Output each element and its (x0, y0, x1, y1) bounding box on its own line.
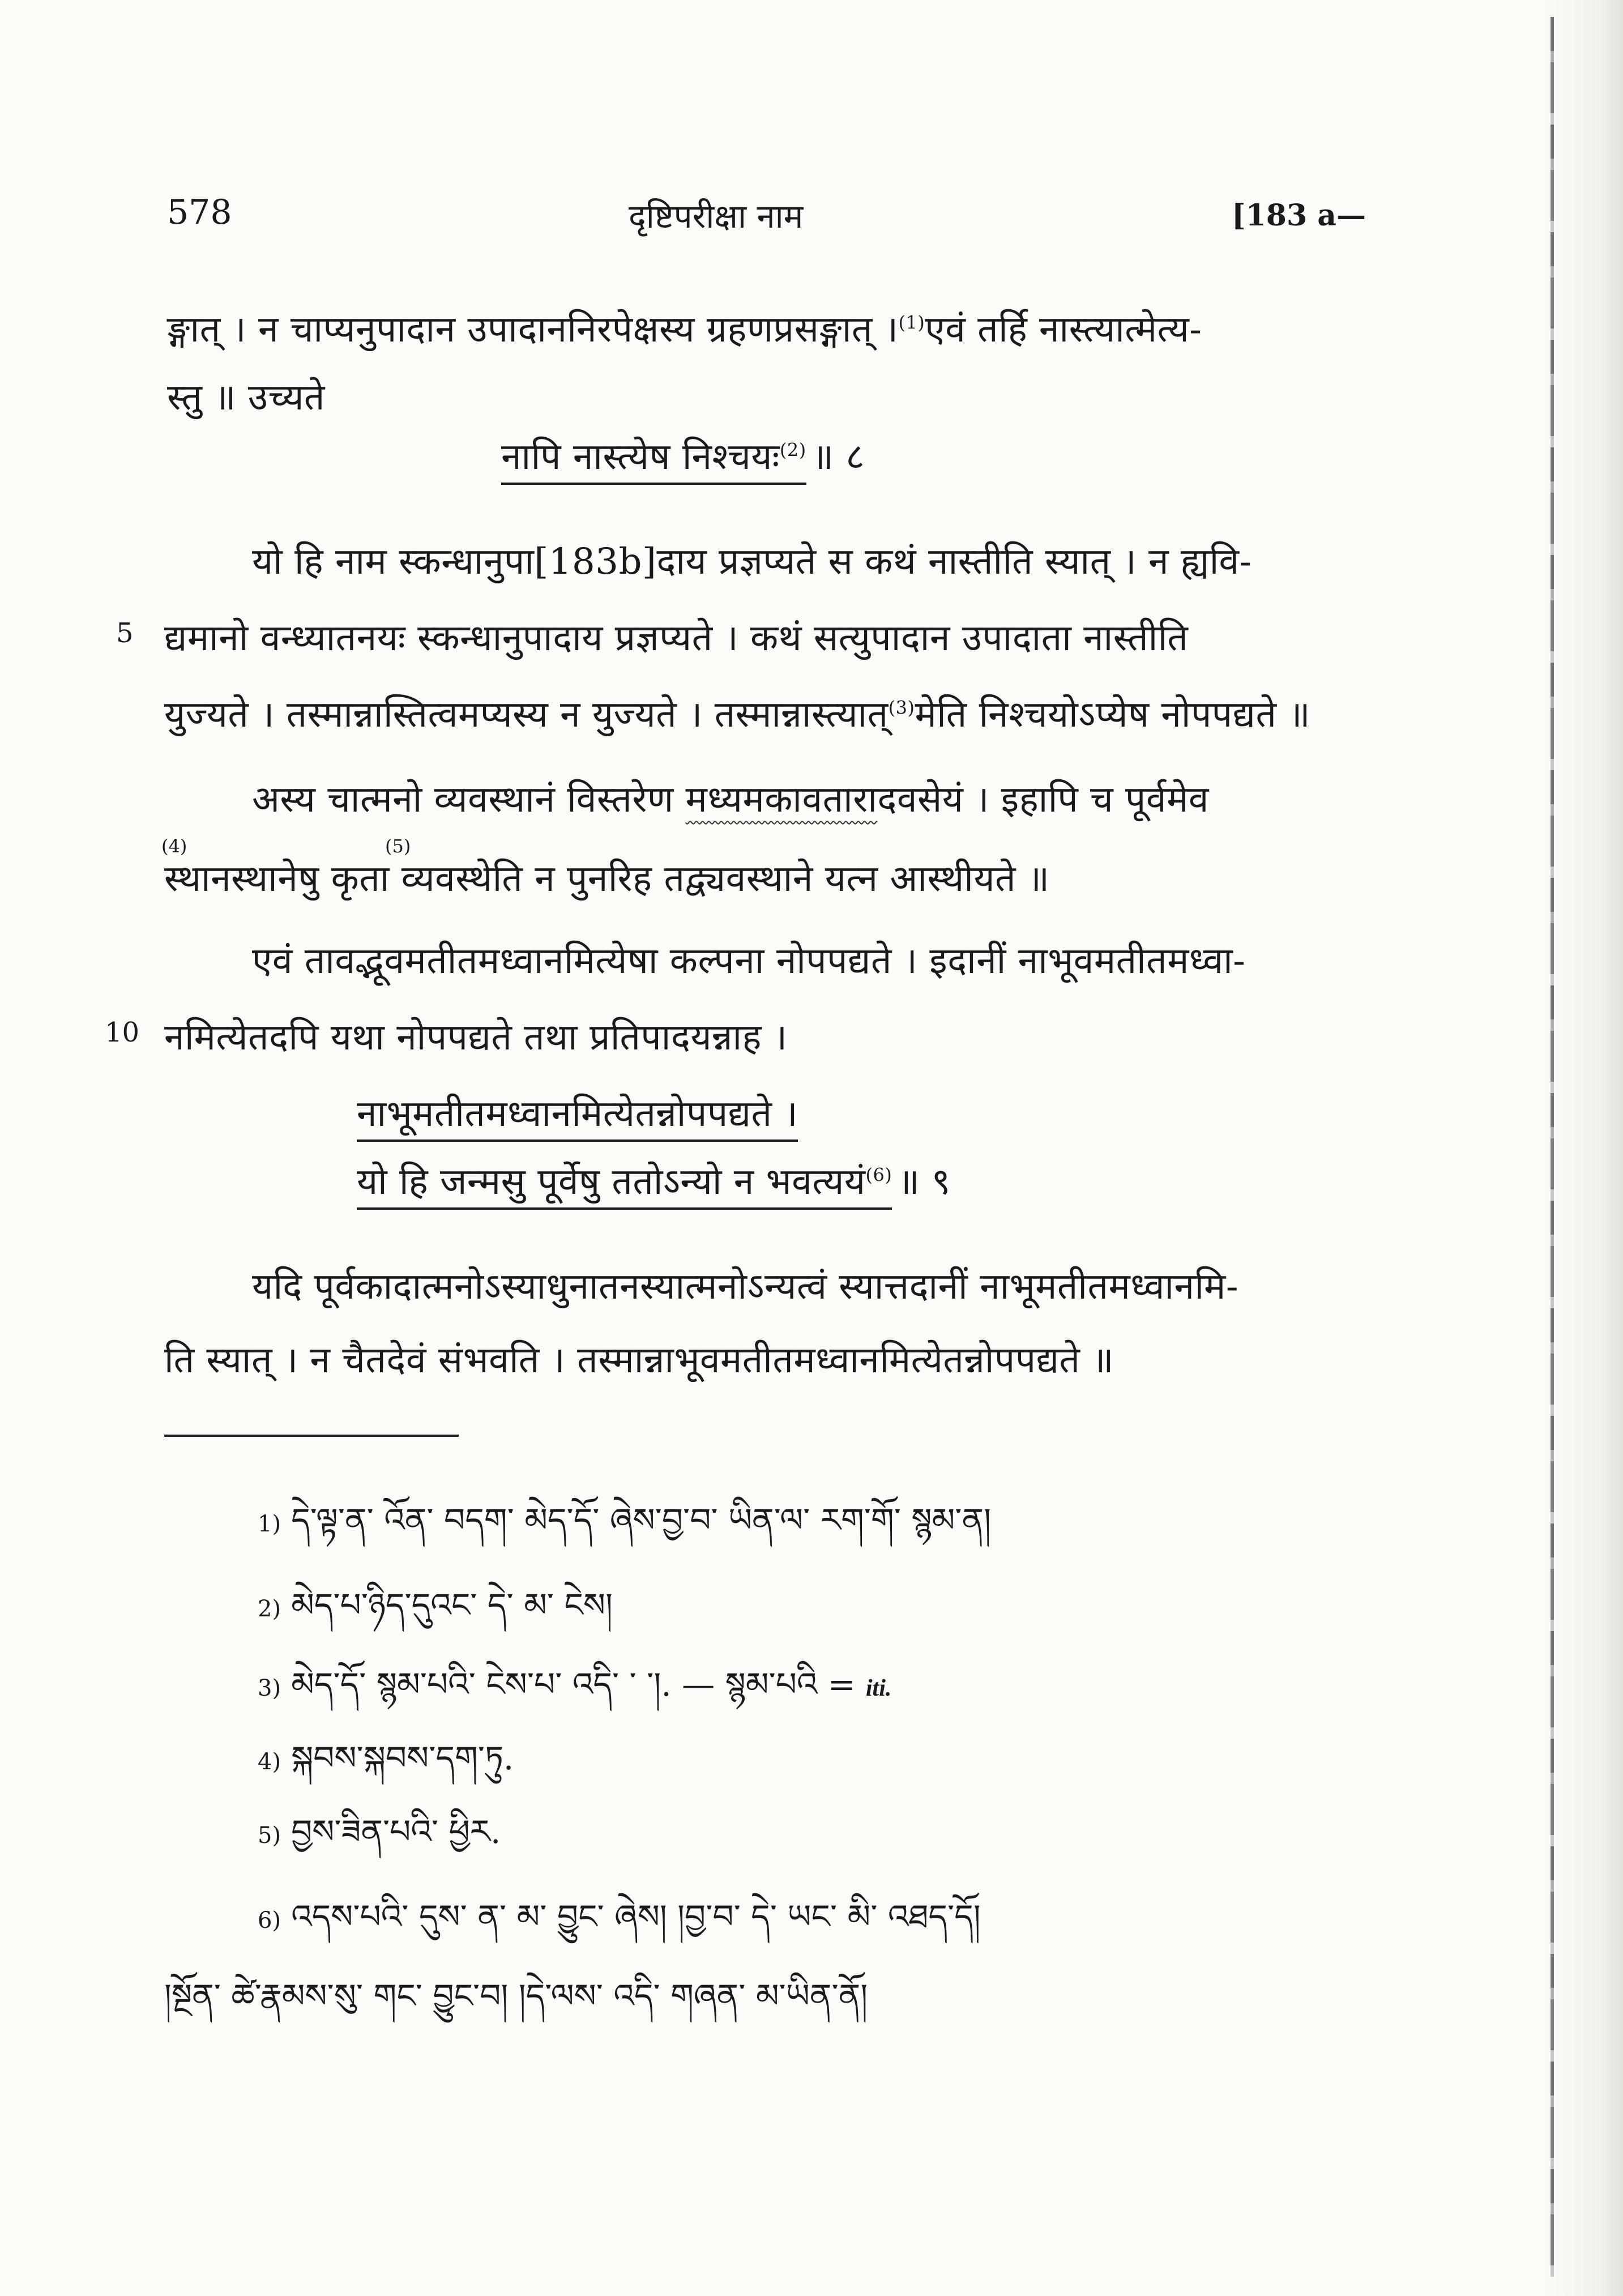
footnote-6 (258, 1880, 981, 1973)
footnote-1-number: 1) (258, 1511, 281, 1537)
para2-line2-a: स्थानस्थानेषु (164, 858, 331, 900)
line-number-5: 5 (116, 617, 134, 649)
footnote-4-number: 4) (258, 1749, 281, 1775)
wavy-underlined-title: मध्यमकावतारा (685, 779, 878, 821)
footnote-1 (258, 1484, 991, 1576)
running-title: दृष्टिपरीक्षा नाम (629, 197, 804, 236)
footnote-5 (258, 1795, 501, 1888)
footnote-3-gloss: — སྙམ་པའི = (682, 1665, 866, 1704)
para4-line2: ति स्यात् । न चैतदेवं संभवति । तस्मान्नाभूवमतीतमध्वानमित्येतन्नोपपद्यते ॥ (164, 1339, 1114, 1381)
page-number: 578 (167, 193, 232, 232)
verse-8-words: नापि नास्त्येष निश्चयः (501, 436, 780, 478)
verse-9-line1-text: नाभूमतीतमध्वानमित्येतन्नोपपद्यते । (357, 1093, 798, 1142)
footnote-6-continuation: །སྔོན་ ཚེ་རྣམས་སུ་ གང་ བྱུང་བ། །དེ་ལས་ འདི་ གཞན་ མ་ཡིན་ནོ། (164, 1977, 868, 2015)
verse-9-end: ॥ ९ (898, 1161, 951, 1203)
verse-9-line2-text (357, 1161, 892, 1210)
line-number-10: 10 (105, 1017, 140, 1048)
footnote-marker-2: (2) (779, 439, 806, 461)
text-line-1 (167, 303, 1202, 352)
para4-line1: यदि पूर्वकादात्मनोऽस्याधुनातनस्यात्मनोऽन्यत्वं स्यात्तदानीं नाभूमतीतमध्वानमि- (252, 1266, 1238, 1308)
verse-9-line1 (357, 1087, 798, 1137)
text-line-1-end: एवं तर्हि नास्त्यात्मेत्य- (925, 309, 1202, 351)
verse-9-line2-words: यो हि जन्मसु पूर्वेषु ततोऽन्यो न भवत्ययं (357, 1161, 866, 1203)
footnote-4-text: སྐབས་སྐབས་དག་ཏུ. (291, 1739, 514, 1777)
footnote-marker-5: (5) (385, 835, 411, 857)
footnote-5-number: 5) (258, 1823, 281, 1849)
para2-line2-b: कृता (331, 858, 390, 900)
page-binding-edge (1551, 17, 1554, 2277)
para2-line1-a: अस्य चात्मनो व्यवस्थानं विस्तरेण (252, 779, 686, 821)
para2-line2 (164, 852, 1050, 902)
para1-line2: द्यमानो वन्ध्यातनयः स्कन्धानुपादाय प्रज्ञप्यते । कथं सत्युपादान उपादाता नास्तीति (164, 617, 1189, 659)
para2-line1 (252, 773, 1209, 822)
para2-line2-c: व्यवस्थेति न पुनरिह तद्व्यवस्थाने यत्न आस्थीयते ॥ (389, 858, 1050, 900)
para1-line1: यो हि नाम स्कन्धानुपा[183b]दाय प्रज्ञप्यते स कथं नास्तीति स्यात् । न ह्यवि- (252, 541, 1252, 583)
para3-line1: एवं तावद्भूवमतीतमध्वानमित्येषा कल्पना नोपपद्यते । इदानीं नाभूवमतीतमध्वा- (252, 940, 1246, 982)
footnote-marker-1: (1) (898, 311, 925, 334)
footnote-3-text: མེད་དོ་ སྙམ་པའི་ ངེས་པ་ འདི་ ་ ་།. (291, 1665, 672, 1704)
para1-line3-a: युज्यते । तस्मान्नास्तित्वमप्यस्य न युज्यते । तस्मान्नास्त्यात् (164, 694, 889, 736)
footnote-2-text: མེད་པ་ཉིད་དུའང་ དེ་ མ་ ངེས། (291, 1586, 613, 1624)
footnote-marker-6: (6) (865, 1164, 892, 1186)
footnote-5-text: བྱས་ཟིན་པའི་ ཕྱིར. (291, 1812, 501, 1851)
text-line-2: स्तु ॥ उच्यते (167, 377, 325, 419)
footnote-marker-4: (4) (161, 835, 187, 857)
footnote-separator (164, 1435, 459, 1437)
verse-8-text (501, 436, 806, 485)
footnote-6-number: 6) (258, 1907, 281, 1934)
page-edge-shadow (1544, 0, 1623, 2296)
footnote-2 (258, 1569, 613, 1661)
para2-line1-b: दवसेयं । इहापि च पूर्वमेव (877, 779, 1209, 821)
folio-reference: [183 a— (1232, 198, 1366, 233)
footnote-1-text: དེ་ལྟ་ན་ འོན་ བདག་ མེད་དོ་ ཞེས་བྱ་བ་ ཡིན་ལ་ རག་གོ་ སྙམ་ན། (291, 1501, 992, 1539)
verse-8 (501, 430, 865, 480)
para3-line2: नमित्येतदपि यथा नोपपद्यते तथा प्रतिपादयन्नाह । (164, 1017, 788, 1059)
footnote-6-text: འདས་པའི་ དུས་ ན་ མ་ བྱུང་ ཞེས། །བྱ་བ་ དེ་ ཡང་ མི་ འཐད་དོ། (291, 1897, 981, 1936)
footnote-2-number: 2) (258, 1596, 281, 1622)
verse-8-end: ॥ ८ (812, 436, 865, 478)
footnote-3-latin: iti. (865, 1675, 892, 1701)
footnote-3-number: 3) (258, 1675, 281, 1701)
footnote-marker-3: (3) (888, 697, 915, 719)
para1-line3 (164, 688, 1310, 737)
text-line-1-main: ङ्गात् । न चाप्यनुपादान उपादाननिरपेक्षस्य ग्रहणप्रसङ्गात् । (167, 309, 899, 351)
verse-9-line2 (357, 1155, 951, 1205)
para1-line3-b: मेति निश्चयोऽप्येष नोपपद्यते ॥ (915, 694, 1311, 736)
